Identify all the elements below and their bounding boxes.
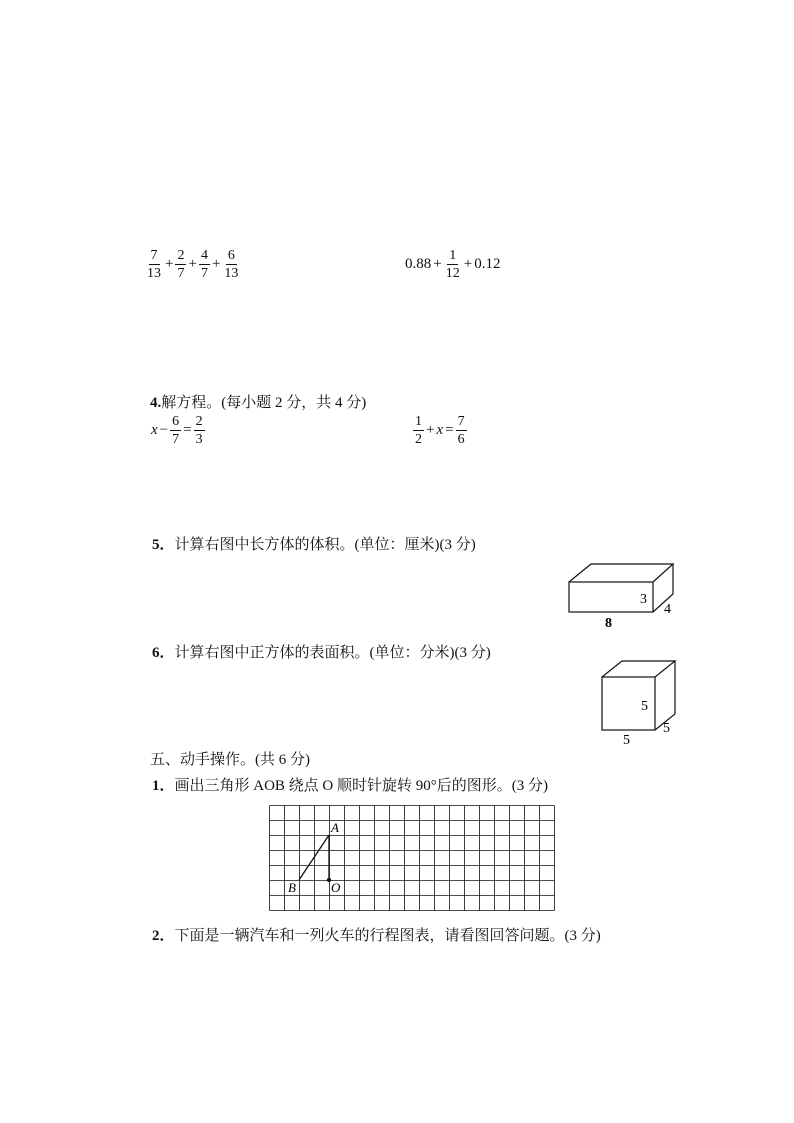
question-6: 6．计算右图中正方体的表面积。(单位：分米)(3 分) xyxy=(152,645,491,661)
fraction: $\frac{7}{6}$ xyxy=(457,414,465,447)
fraction: $\frac{2}{3}$ xyxy=(195,414,203,447)
cuboid-width-label: 4 xyxy=(664,602,671,617)
variable-x: x xyxy=(151,422,158,438)
section-5-title: 五、动手操作。(共 6 分) xyxy=(150,752,310,768)
fraction: $\frac{1}{2}$ xyxy=(415,414,422,447)
cuboid-figure xyxy=(560,558,680,630)
decimal-term: 0.88 xyxy=(405,256,432,272)
plus-sign: + xyxy=(433,256,442,272)
equation-1 xyxy=(150,413,206,448)
cube-side-face xyxy=(655,661,675,730)
fraction: $\frac{4}{7}$ xyxy=(200,248,208,281)
point-a-label: A xyxy=(331,820,339,835)
cube-figure xyxy=(590,657,690,749)
cube-side-label: 5 xyxy=(663,721,670,736)
cuboid-height-label: 3 xyxy=(640,592,647,607)
calc-expression-2 xyxy=(404,247,501,282)
equation-2 xyxy=(412,413,468,448)
minus-sign: − xyxy=(159,422,169,438)
plus-sign: + xyxy=(463,256,473,272)
equals-sign: = xyxy=(445,422,454,438)
variable-x: x xyxy=(436,422,444,438)
plus-sign: + xyxy=(165,256,174,272)
plus-sign: + xyxy=(211,256,221,272)
point-o-label: O xyxy=(331,880,341,895)
triangle-side-ba xyxy=(299,835,329,880)
plus-sign: + xyxy=(426,422,435,438)
fraction: $\frac{6}{13}$ xyxy=(224,248,239,281)
section-5-question-2: 2．下面是一辆汽车和一列火车的行程图表，请看图回答问题。(3 分) xyxy=(152,928,601,944)
plus-sign: + xyxy=(188,256,197,272)
fraction: $\frac{7}{13}$ xyxy=(147,248,161,281)
section-5-question-1: 1．画出三角形 AOB 绕点 O 顺时针旋转 90°后的图形。(3 分) xyxy=(152,778,549,794)
cube-front-label: 5 xyxy=(641,699,648,714)
fraction: $\frac{1}{12}$ xyxy=(445,248,460,281)
rotation-grid xyxy=(269,805,558,911)
point-b-label: B xyxy=(288,880,296,895)
question-5: 5．计算右图中长方体的体积。(单位：厘米)(3 分) xyxy=(152,537,476,553)
equals-sign: = xyxy=(183,422,192,438)
cube-bottom-label: 5 xyxy=(623,733,630,748)
decimal-term: 0.12 xyxy=(474,256,501,272)
fraction: $\frac{2}{7}$ xyxy=(177,248,185,281)
calc-expression-1 xyxy=(144,247,241,282)
cuboid-top-face xyxy=(569,564,673,582)
fraction: $\frac{6}{7}$ xyxy=(172,414,180,447)
question-4-title: 4.解方程。(每小题 2 分，共 4 分) xyxy=(150,395,367,411)
cube-top-face xyxy=(602,661,675,677)
cuboid-length-label: 8 xyxy=(605,616,612,630)
